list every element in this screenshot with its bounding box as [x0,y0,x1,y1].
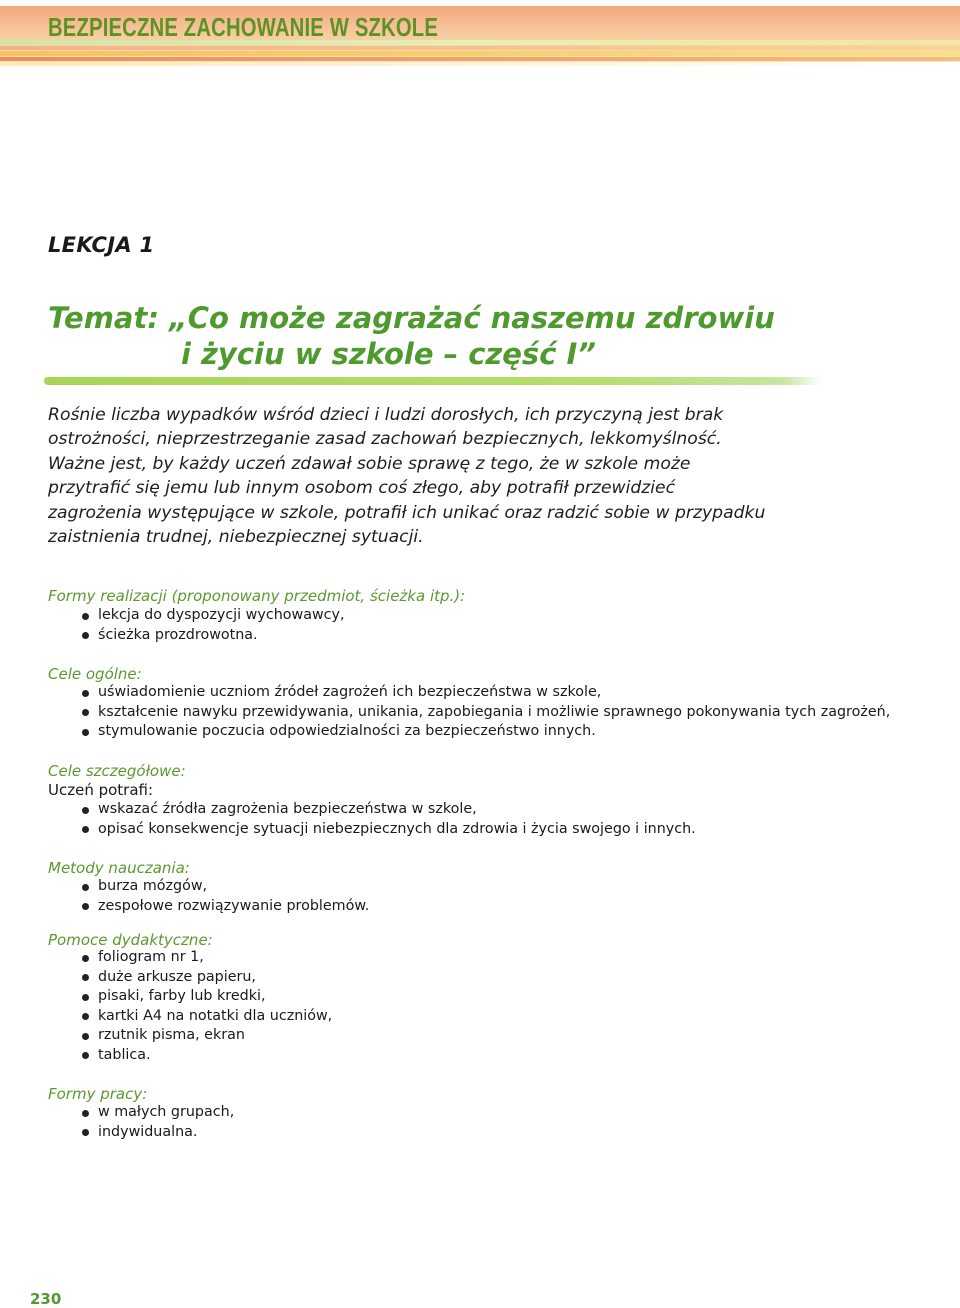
intro-line: Ważne jest, by każdy uczeń zdawał sobie sprawę z tego, że w szkole może [48,453,691,474]
list-formy-pracy [82,1103,234,1142]
list-item: foliogram nr 1, [82,948,332,968]
page-number: 230 [30,1290,62,1308]
bullet-icon [82,709,89,716]
bullet-icon [82,994,89,1001]
header-stripe [0,51,960,56]
bullet-icon [82,955,89,962]
bullet-icon [82,974,89,981]
list-item: pisaki, farby lub kredki, [82,987,332,1007]
list-cele-ogolne [82,683,890,742]
list-formy-realizacji [82,606,345,645]
running-header-title: BEZPIECZNE ZACHOWANIE W SZKOLE [48,12,438,42]
intro-line: Rośnie liczba wypadków wśród dzieci i ludzi dorosłych, ich przyczyną jest brak [48,405,724,425]
list-item: burza mózgów, [82,877,369,897]
intro-line: przytrafić się jemu lub innym osobom coś złego, aby potrafił przewidzieć [48,478,676,499]
intro-line: ostrożności, nieprzestrzeganie zasad zachowań bezpiecznych, lekkomyślność. [48,429,722,450]
bullet-icon [82,632,89,639]
topic-line-2: i życiu w szkole – część I” [181,337,596,371]
bullet-icon [82,1129,89,1136]
bullet-icon [82,1052,89,1059]
intro-line: zagrożenia występujące w szkole, potrafił ich unikać oraz radzić sobie w przypadku [48,502,766,523]
list-item: opisać konsekwencje sytuacji niebezpiecznych dla zdrowia i życia swojego i innych. [82,820,696,840]
list-item: ścieżka prozdrowotna. [82,626,345,646]
header-stripe [0,57,960,61]
list-metody [82,877,369,916]
bullet-icon [82,1033,89,1040]
list-item: zespołowe rozwiązywanie problemów. [82,897,369,917]
lesson-label: LEKCJA 1 [48,233,155,257]
list-item: lekcja do dyspozycji wychowawcy, [82,606,345,626]
section-heading-formy-realizacji: Formy realizacji (proponowany przedmiot, ścieżka itp.): [48,587,466,605]
list-cele-szczegolowe [82,800,696,839]
list-item: tablica. [82,1046,332,1066]
section-heading-pomoce: Pomoce dydaktyczne: [48,931,213,949]
list-item: w małych grupach, [82,1103,234,1123]
header-stripe [0,62,960,66]
bullet-icon [82,807,89,814]
list-item: duże arkusze papieru, [82,968,332,988]
intro-line: zaistnienia trudnej, niebezpiecznej sytuacji. [48,527,424,548]
section-heading-cele-szczegolowe: Cele szczegółowe: [48,762,186,780]
bullet-icon [82,1013,89,1020]
intro-paragraph [48,403,908,549]
lesson-topic [48,300,775,372]
section-heading-formy-pracy: Formy pracy: [48,1085,148,1103]
list-item: stymulowanie poczucia odpowiedzialności za bezpieczeństwo innych. [82,722,890,742]
header-stripe [0,46,960,50]
bullet-icon [82,690,89,697]
list-item: uświadomienie uczniom źródeł zagrożeń ich bezpieczeństwa w szkole, [82,683,890,703]
list-item: rzutnik pisma, ekran [82,1026,332,1046]
bullet-icon [82,884,89,891]
bullet-icon [82,903,89,910]
section-heading-metody: Metody nauczania: [48,859,190,877]
list-item: kartki A4 na notatki dla uczniów, [82,1007,332,1027]
bullet-icon [82,1110,89,1117]
cele-szczegolowe-lead: Uczeń potrafi: [48,781,154,799]
list-item: wskazać źródła zagrożenia bezpieczeństwa w szkole, [82,800,696,820]
topic-underline [44,377,822,385]
list-item: indywidualna. [82,1123,234,1143]
topic-line-1: Temat: „Co może zagrażać naszemu zdrowiu [48,301,775,335]
bullet-icon [82,729,89,736]
list-item: kształcenie nawyku przewidywania, unikania, zapobiegania i możliwie sprawnego pokonywania tych zagrożeń, [82,703,890,723]
bullet-icon [82,826,89,833]
bullet-icon [82,613,89,620]
section-heading-cele-ogolne: Cele ogólne: [48,665,142,683]
list-pomoce [82,948,332,1065]
